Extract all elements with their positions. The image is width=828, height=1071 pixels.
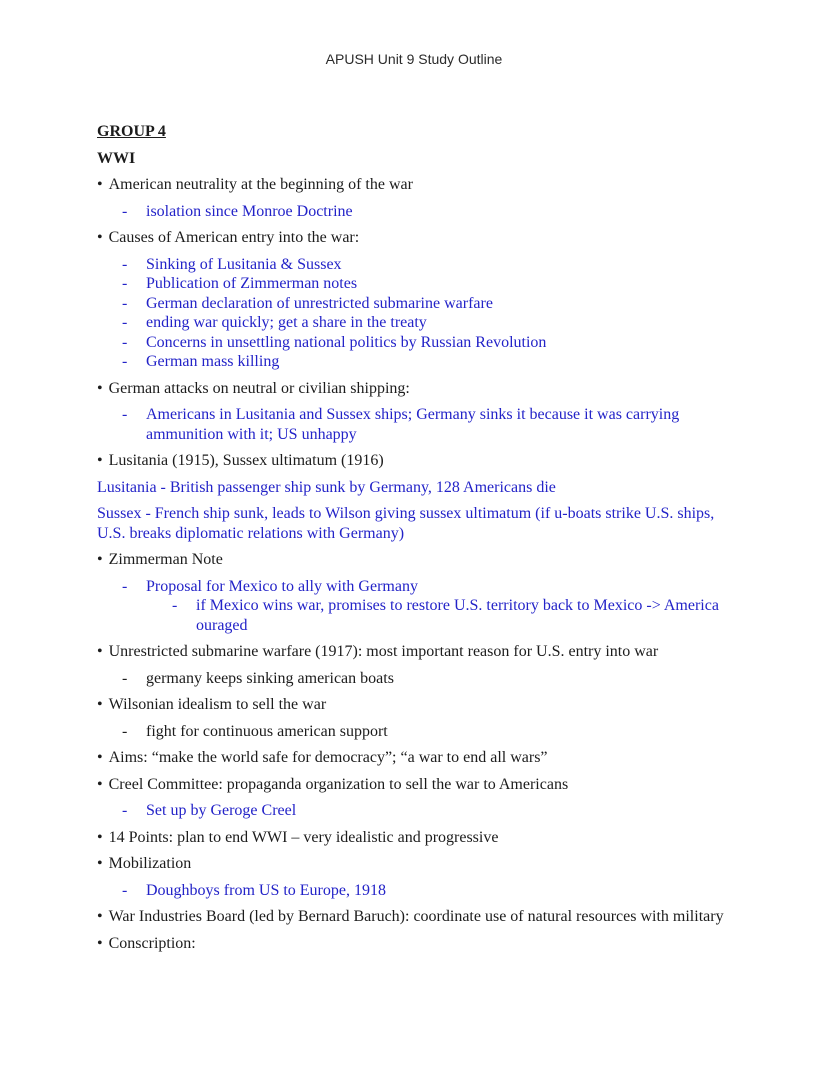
sub-item-text: Concerns in unsettling national politics by Russian Revolution: [146, 333, 547, 351]
sub-item-group: [97, 881, 731, 901]
sub-item-group: [97, 255, 731, 372]
sub-item-text: Set up by Geroge Creel: [146, 802, 297, 819]
dash-icon: -: [122, 353, 128, 370]
bullet-item-text: Causes of American entry into the war:: [108, 229, 360, 246]
bullet-icon: •: [97, 379, 103, 397]
bullet-item-text: Unrestricted submarine warfare (1917): most important reason for U.S. entry into war: [108, 643, 659, 660]
sub-item-text: German declaration of unrestricted submarine warfare: [146, 294, 493, 312]
bullet-icon: •: [97, 855, 103, 872]
bullet-item-text: Creel Committee: propaganda organization to sell the war to Americans: [108, 775, 569, 793]
bullet-item-text: Zimmerman Note: [108, 551, 223, 568]
bullet-icon: •: [97, 696, 103, 713]
sub-item-group: [97, 577, 731, 636]
dash-icon: -: [122, 406, 128, 423]
bullet-item: [97, 854, 731, 874]
bullet-item-text: 14 Points: plan to end WWI – very idealistic and progressive: [108, 828, 499, 846]
sub-item: [97, 313, 731, 333]
bullet-item: [97, 550, 731, 570]
sub-item: [97, 352, 731, 372]
sub-item-group: [97, 801, 731, 821]
bullet-item: [97, 748, 731, 768]
sub-item-text: Sinking of Lusitania & Sussex: [146, 255, 342, 273]
sub-item-text: Publication of Zimmerman notes: [146, 275, 358, 292]
dash-icon: -: [122, 722, 128, 740]
dash-icon: -: [122, 202, 128, 220]
dash-icon: -: [122, 669, 128, 687]
sub-item: [97, 596, 731, 635]
bullet-item-text: American neutrality at the beginning of the war: [108, 176, 413, 193]
sub-item: [97, 333, 731, 353]
sub-item-text: Doughboys from US to Europe, 1918: [146, 881, 386, 899]
sub-item: [97, 669, 731, 689]
document-title: APUSH Unit 9 Study Outline: [325, 51, 503, 67]
sub-item-text: Americans in Lusitania and Sussex ships; Germany sinks it because it was carrying ammunition with it; US unhappy: [146, 406, 680, 443]
bullet-item: [97, 175, 731, 195]
bullet-item: [97, 379, 731, 399]
bullet-item: [97, 228, 731, 248]
dash-icon: -: [172, 597, 178, 614]
bullet-icon: •: [97, 176, 103, 193]
bullet-item-text: Lusitania (1915), Sussex ultimatum (1916): [108, 452, 384, 469]
sub-item: [97, 577, 731, 597]
sub-item-text: if Mexico wins war, promises to restore U.S. territory back to Mexico -> America ouraged: [196, 597, 719, 634]
sub-item-group: [97, 669, 731, 689]
bullet-item: [97, 907, 731, 927]
bullet-icon: •: [97, 749, 103, 766]
bullet-icon: •: [97, 934, 103, 952]
bullet-item-text: Mobilization: [108, 855, 192, 872]
document-body: [97, 122, 731, 960]
dash-icon: -: [122, 255, 128, 273]
sub-item-text: ending war quickly; get a share in the treaty: [146, 314, 427, 331]
dash-icon: -: [122, 881, 128, 899]
sub-item: [97, 202, 731, 222]
bullet-item: [97, 934, 731, 954]
sub-item-text: German mass killing: [146, 353, 280, 370]
sub-item-group: [97, 405, 731, 444]
bullet-icon: •: [97, 551, 103, 568]
dash-icon: -: [122, 802, 128, 819]
sub-item: [97, 801, 731, 821]
dash-icon: -: [122, 577, 128, 595]
bullet-item-text: War Industries Board (led by Bernard Baruch): coordinate use of natural resources with military: [108, 908, 724, 925]
sub-item: [97, 294, 731, 314]
sub-item: [97, 405, 731, 444]
bullet-item-text: Conscription:: [108, 934, 196, 952]
bullet-icon: •: [97, 828, 103, 846]
bullet-icon: •: [97, 643, 103, 660]
bullet-icon: •: [97, 229, 103, 246]
bullet-item-text: Aims: “make the world safe for democracy”; “a war to end all wars”: [108, 749, 548, 766]
wwi-heading: WWI: [97, 149, 136, 167]
bullet-item: [97, 451, 731, 471]
bullet-item: [97, 695, 731, 715]
bullet-item: [97, 828, 731, 848]
sub-item-text: fight for continuous american support: [146, 722, 388, 740]
bullet-item: [97, 642, 731, 662]
sub-item-text: Proposal for Mexico to ally with Germany: [146, 577, 418, 595]
sub-item: [97, 881, 731, 901]
sub-item: [97, 255, 731, 275]
dash-icon: -: [122, 294, 128, 312]
group-4-heading: GROUP 4: [97, 123, 166, 140]
sub-item-group: [97, 722, 731, 742]
sub-item-group: [97, 202, 731, 222]
bullet-item-text: German attacks on neutral or civilian shipping:: [108, 379, 410, 397]
dash-icon: -: [122, 333, 128, 351]
bullet-icon: •: [97, 775, 103, 793]
sub-item-text: germany keeps sinking american boats: [146, 669, 394, 687]
dash-icon: -: [122, 314, 128, 331]
sub-item: [97, 722, 731, 742]
bullet-item: [97, 775, 731, 795]
bullet-icon: •: [97, 452, 103, 469]
sub-item-text: isolation since Monroe Doctrine: [146, 202, 353, 220]
note-paragraph: Sussex - French ship sunk, leads to Wilson giving sussex ultimatum (if u-boats strike U.S. ships, U.S. breaks diplomatic relations with Germany): [97, 505, 715, 542]
note-paragraph: Lusitania - British passenger ship sunk by Germany, 128 Americans die: [97, 478, 556, 496]
dash-icon: -: [122, 275, 128, 292]
sub-item: [97, 274, 731, 294]
bullet-item-text: Wilsonian idealism to sell the war: [108, 696, 327, 713]
bullet-icon: •: [97, 908, 103, 925]
